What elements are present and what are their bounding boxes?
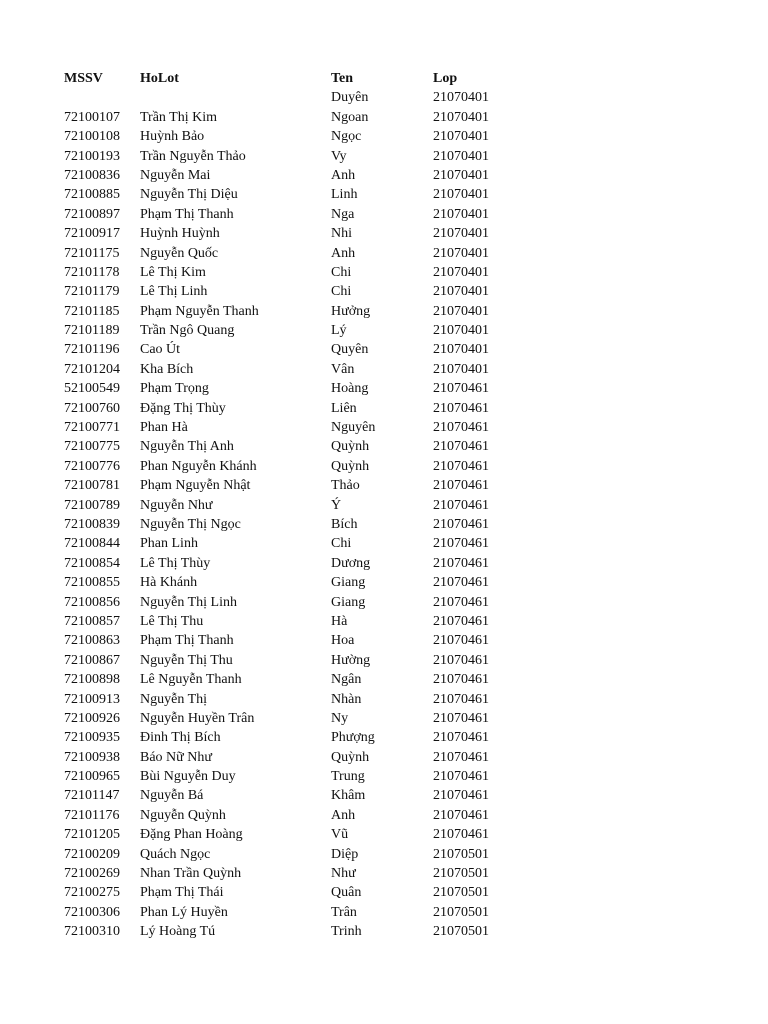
cell-ten: Trung	[331, 769, 365, 785]
cell-mssv: 72101185	[64, 303, 120, 319]
table-row	[64, 166, 564, 185]
table-row	[64, 651, 564, 670]
table-row	[64, 922, 564, 941]
cell-holot: Huỳnh Huỳnh	[140, 226, 220, 242]
cell-ten: Vân	[331, 361, 355, 377]
cell-ten: Chi	[331, 264, 352, 280]
cell-mssv: 72100775	[64, 439, 120, 455]
cell-ten: Phượng	[331, 730, 375, 746]
table-row	[64, 418, 564, 437]
cell-holot: Lê Thị Thùy	[140, 555, 211, 571]
cell-holot: Phạm Thị Thái	[140, 885, 224, 901]
cell-holot: Lê Nguyễn Thanh	[140, 672, 242, 688]
cell-mssv: 72101196	[64, 342, 120, 358]
cell-ten: Hường	[331, 652, 371, 668]
cell-ten: Ngọc	[331, 129, 362, 145]
cell-lop: 21070461	[433, 594, 489, 610]
table-row	[64, 786, 564, 805]
table-row	[64, 709, 564, 728]
cell-ten: Như	[331, 866, 356, 882]
cell-mssv: 72100771	[64, 420, 120, 436]
cell-holot: Nguyễn Thị Anh	[140, 439, 234, 455]
cell-lop: 21070461	[433, 672, 489, 688]
cell-holot: Phạm Thị Thanh	[140, 633, 234, 649]
cell-holot: Huỳnh Bảo	[140, 129, 205, 145]
cell-lop: 21070461	[433, 827, 489, 843]
cell-lop: 21070501	[433, 846, 489, 862]
cell-holot: Nguyễn Thị Ngọc	[140, 516, 241, 532]
cell-mssv: 72101175	[64, 245, 120, 261]
cell-mssv: 72100857	[64, 613, 120, 629]
table-row	[64, 321, 564, 340]
cell-holot: Cao Út	[140, 342, 181, 358]
cell-lop: 21070501	[433, 866, 489, 882]
cell-holot: Đinh Thị Bích	[140, 730, 221, 746]
cell-lop: 21070461	[433, 381, 489, 397]
cell-lop: 21070401	[433, 206, 489, 222]
cell-ten: Giang	[331, 594, 366, 610]
table-row	[64, 883, 564, 902]
cell-lop: 21070461	[433, 497, 489, 513]
cell-lop: 21070401	[433, 226, 489, 242]
table-row	[64, 728, 564, 747]
cell-mssv: 72100867	[64, 652, 120, 668]
cell-holot: Bùi Nguyễn Duy	[140, 769, 236, 785]
cell-lop: 21070401	[433, 361, 489, 377]
cell-mssv: 72101178	[64, 264, 120, 280]
cell-holot: Trần Thị Kim	[140, 109, 218, 125]
cell-ten: Thảo	[331, 478, 360, 494]
cell-ten: Hưởng	[331, 303, 371, 319]
cell-lop: 21070401	[433, 109, 489, 125]
table-row	[64, 631, 564, 650]
table-row	[64, 127, 564, 146]
cell-lop: 21070501	[433, 924, 489, 940]
cell-holot: Nhan Trần Quỳnh	[140, 866, 242, 882]
cell-mssv: 72100269	[64, 866, 120, 882]
cell-lop: 21070401	[433, 129, 489, 145]
cell-holot: Nguyễn Thị Thu	[140, 652, 233, 668]
table-row	[64, 360, 564, 379]
cell-lop: 21070401	[433, 187, 489, 203]
cell-ten: Vũ	[331, 827, 349, 843]
cell-lop: 21070461	[433, 807, 489, 823]
cell-ten: Anh	[331, 167, 356, 183]
cell-lop: 21070401	[433, 264, 489, 280]
cell-mssv: 72101176	[64, 807, 120, 823]
cell-ten: Chi	[331, 536, 352, 552]
cell-mssv: 72100776	[64, 458, 120, 474]
cell-holot: Nguyễn Quốc	[140, 245, 219, 261]
cell-ten: Quỳnh	[331, 439, 370, 455]
cell-ten: Linh	[331, 187, 358, 203]
table-row	[64, 399, 564, 418]
cell-ten: Chi	[331, 284, 352, 300]
cell-mssv: 52100549	[64, 381, 120, 397]
cell-lop: 21070461	[433, 613, 489, 629]
cell-mssv: 72101205	[64, 827, 120, 843]
cell-mssv	[64, 88, 140, 107]
cell-ten: Trinh	[331, 924, 362, 940]
cell-mssv: 72100935	[64, 730, 120, 746]
cell-holot: Phan Nguyễn Khánh	[140, 458, 257, 474]
cell-holot: Phạm Nguyễn Thanh	[140, 303, 259, 319]
cell-lop: 21070461	[433, 439, 489, 455]
table-row	[64, 496, 564, 515]
cell-lop: 21070501	[433, 904, 489, 920]
table-row	[64, 767, 564, 786]
cell-ten: Trân	[331, 904, 357, 920]
cell-ten: Lý	[331, 323, 347, 339]
cell-ten: Liên	[331, 400, 357, 416]
cell-mssv: 72100863	[64, 633, 120, 649]
cell-ten: Hà	[331, 613, 348, 629]
table-row	[64, 147, 564, 166]
header-ten: Ten	[331, 71, 354, 86]
cell-mssv: 72101189	[64, 323, 120, 339]
table-row	[64, 670, 564, 689]
table-row	[64, 593, 564, 612]
cell-ten: Ngân	[331, 672, 362, 688]
table-row	[64, 845, 564, 864]
cell-holot: Nguyễn Thị	[140, 691, 208, 707]
cell-mssv: 72100898	[64, 672, 120, 688]
cell-holot: Nguyễn Quỳnh	[140, 807, 226, 823]
header-mssv: MSSV	[64, 71, 103, 86]
cell-holot: Lý Hoàng Tú	[140, 924, 216, 940]
cell-holot: Lê Thị Kim	[140, 264, 206, 280]
cell-mssv: 72100306	[64, 904, 120, 920]
table-row	[64, 302, 564, 321]
header-lop: Lop	[433, 71, 458, 86]
table-row	[64, 534, 564, 553]
table-row	[64, 806, 564, 825]
cell-holot: Trần Nguyễn Thảo	[140, 148, 246, 164]
cell-mssv: 72100836	[64, 167, 120, 183]
cell-holot: Phạm Trọng	[140, 381, 209, 397]
cell-ten: Nguyên	[331, 420, 376, 436]
cell-ten: Nga	[331, 206, 355, 222]
cell-lop: 21070401	[433, 342, 489, 358]
cell-lop: 21070401	[433, 245, 489, 261]
table-row	[64, 864, 564, 883]
cell-lop: 21070461	[433, 516, 489, 532]
cell-lop: 21070461	[433, 652, 489, 668]
cell-lop: 21070461	[433, 536, 489, 552]
table-row	[64, 457, 564, 476]
cell-holot: Báo Nữ Như	[140, 749, 212, 765]
table-body	[64, 88, 564, 941]
table-row	[64, 282, 564, 301]
cell-holot: Phạm Thị Thanh	[140, 206, 234, 222]
cell-holot: Phan Hà	[140, 420, 188, 436]
table-row	[64, 224, 564, 243]
cell-lop: 21070401	[433, 323, 489, 339]
cell-mssv: 72100193	[64, 148, 120, 164]
cell-mssv: 72100938	[64, 749, 120, 765]
table-header	[64, 69, 564, 88]
cell-lop: 21070401	[433, 167, 489, 183]
cell-ten: Quỳnh	[331, 749, 370, 765]
cell-mssv: 72100844	[64, 536, 120, 552]
cell-lop: 21070461	[433, 575, 489, 591]
cell-mssv: 72100781	[64, 478, 120, 494]
cell-holot: Lê Thị Linh	[140, 284, 208, 300]
cell-holot: Đặng Thị Thùy	[140, 400, 226, 416]
cell-ten: Khâm	[331, 788, 366, 804]
table-row	[64, 379, 564, 398]
cell-mssv: 72101204	[64, 361, 120, 377]
header-holot: HoLot	[140, 71, 179, 86]
cell-ten: Giang	[331, 575, 366, 591]
cell-lop: 21070401	[433, 90, 489, 106]
cell-mssv: 72100917	[64, 226, 120, 242]
cell-lop: 21070461	[433, 420, 489, 436]
cell-holot: Lê Thị Thu	[140, 613, 204, 629]
table-row	[64, 205, 564, 224]
cell-lop: 21070501	[433, 885, 489, 901]
table-row	[64, 554, 564, 573]
table-row	[64, 88, 564, 107]
cell-lop: 21070461	[433, 710, 489, 726]
cell-lop: 21070461	[433, 400, 489, 416]
table-row	[64, 244, 564, 263]
table-row	[64, 437, 564, 456]
cell-holot: Nguyễn Huyền Trân	[140, 710, 255, 726]
table-row	[64, 825, 564, 844]
cell-holot: Nguyễn Như	[140, 497, 213, 513]
cell-holot: Hà Khánh	[140, 575, 198, 591]
cell-ten: Ý	[331, 497, 342, 513]
cell-holot: Kha Bích	[140, 361, 194, 377]
cell-ten: Ny	[331, 710, 349, 726]
cell-lop: 21070461	[433, 478, 489, 494]
cell-holot: Nguyễn Thị Diệu	[140, 187, 238, 203]
cell-lop: 21070401	[433, 303, 489, 319]
cell-ten: Ngoan	[331, 109, 369, 125]
cell-mssv: 72100310	[64, 924, 120, 940]
cell-mssv: 72100855	[64, 575, 120, 591]
cell-ten: Anh	[331, 807, 356, 823]
table-row	[64, 476, 564, 495]
table-row	[64, 573, 564, 592]
table-row	[64, 612, 564, 631]
table-row	[64, 515, 564, 534]
cell-mssv: 72100885	[64, 187, 120, 203]
table-row	[64, 263, 564, 282]
cell-mssv: 72100913	[64, 691, 120, 707]
cell-lop: 21070461	[433, 633, 489, 649]
cell-holot: Nguyễn Thị Linh	[140, 594, 237, 610]
table-row	[64, 108, 564, 127]
cell-mssv: 72100275	[64, 885, 120, 901]
cell-ten: Duyên	[331, 90, 369, 106]
cell-ten: Hoa	[331, 633, 355, 649]
cell-mssv: 72100789	[64, 497, 120, 513]
cell-holot: Phạm Nguyễn Nhật	[140, 478, 251, 494]
table-row	[64, 340, 564, 359]
cell-holot: Trần Ngô Quang	[140, 323, 235, 339]
cell-holot	[140, 88, 331, 107]
cell-ten: Nhàn	[331, 691, 362, 707]
cell-lop: 21070461	[433, 458, 489, 474]
cell-ten: Quyên	[331, 342, 369, 358]
cell-holot: Nguyễn Bá	[140, 788, 204, 804]
cell-mssv: 72100856	[64, 594, 120, 610]
cell-lop: 21070461	[433, 691, 489, 707]
cell-holot: Nguyễn Mai	[140, 167, 211, 183]
cell-ten: Hoàng	[331, 381, 369, 397]
cell-ten: Bích	[331, 516, 358, 532]
cell-mssv: 72100897	[64, 206, 120, 222]
cell-mssv: 72101179	[64, 284, 120, 300]
cell-holot: Đặng Phan Hoàng	[140, 827, 243, 843]
cell-holot: Phan Lý Huyền	[140, 904, 228, 920]
cell-mssv: 72100108	[64, 129, 120, 145]
cell-mssv: 72101147	[64, 788, 120, 804]
cell-holot: Phan Linh	[140, 536, 198, 552]
cell-ten: Diệp	[331, 846, 359, 862]
cell-ten: Quỳnh	[331, 458, 370, 474]
cell-ten: Anh	[331, 245, 356, 261]
table-row	[64, 690, 564, 709]
cell-mssv: 72100107	[64, 109, 120, 125]
cell-mssv: 72100854	[64, 555, 120, 571]
cell-lop: 21070401	[433, 284, 489, 300]
cell-mssv: 72100839	[64, 516, 120, 532]
table-row	[64, 903, 564, 922]
cell-ten: Vy	[331, 148, 347, 164]
cell-ten: Nhi	[331, 226, 352, 242]
table-row	[64, 185, 564, 204]
cell-lop: 21070401	[433, 148, 489, 164]
cell-mssv: 72100209	[64, 846, 120, 862]
cell-ten: Dương	[331, 555, 371, 571]
cell-holot: Quách Ngọc	[140, 846, 211, 862]
cell-mssv: 72100926	[64, 710, 120, 726]
table-row	[64, 748, 564, 767]
student-table	[64, 69, 564, 942]
cell-mssv: 72100760	[64, 400, 120, 416]
cell-ten: Quân	[331, 885, 362, 901]
cell-lop: 21070461	[433, 730, 489, 746]
cell-mssv: 72100965	[64, 769, 120, 785]
cell-lop: 21070461	[433, 769, 489, 785]
cell-lop: 21070461	[433, 788, 489, 804]
cell-lop: 21070461	[433, 749, 489, 765]
cell-lop: 21070461	[433, 555, 489, 571]
